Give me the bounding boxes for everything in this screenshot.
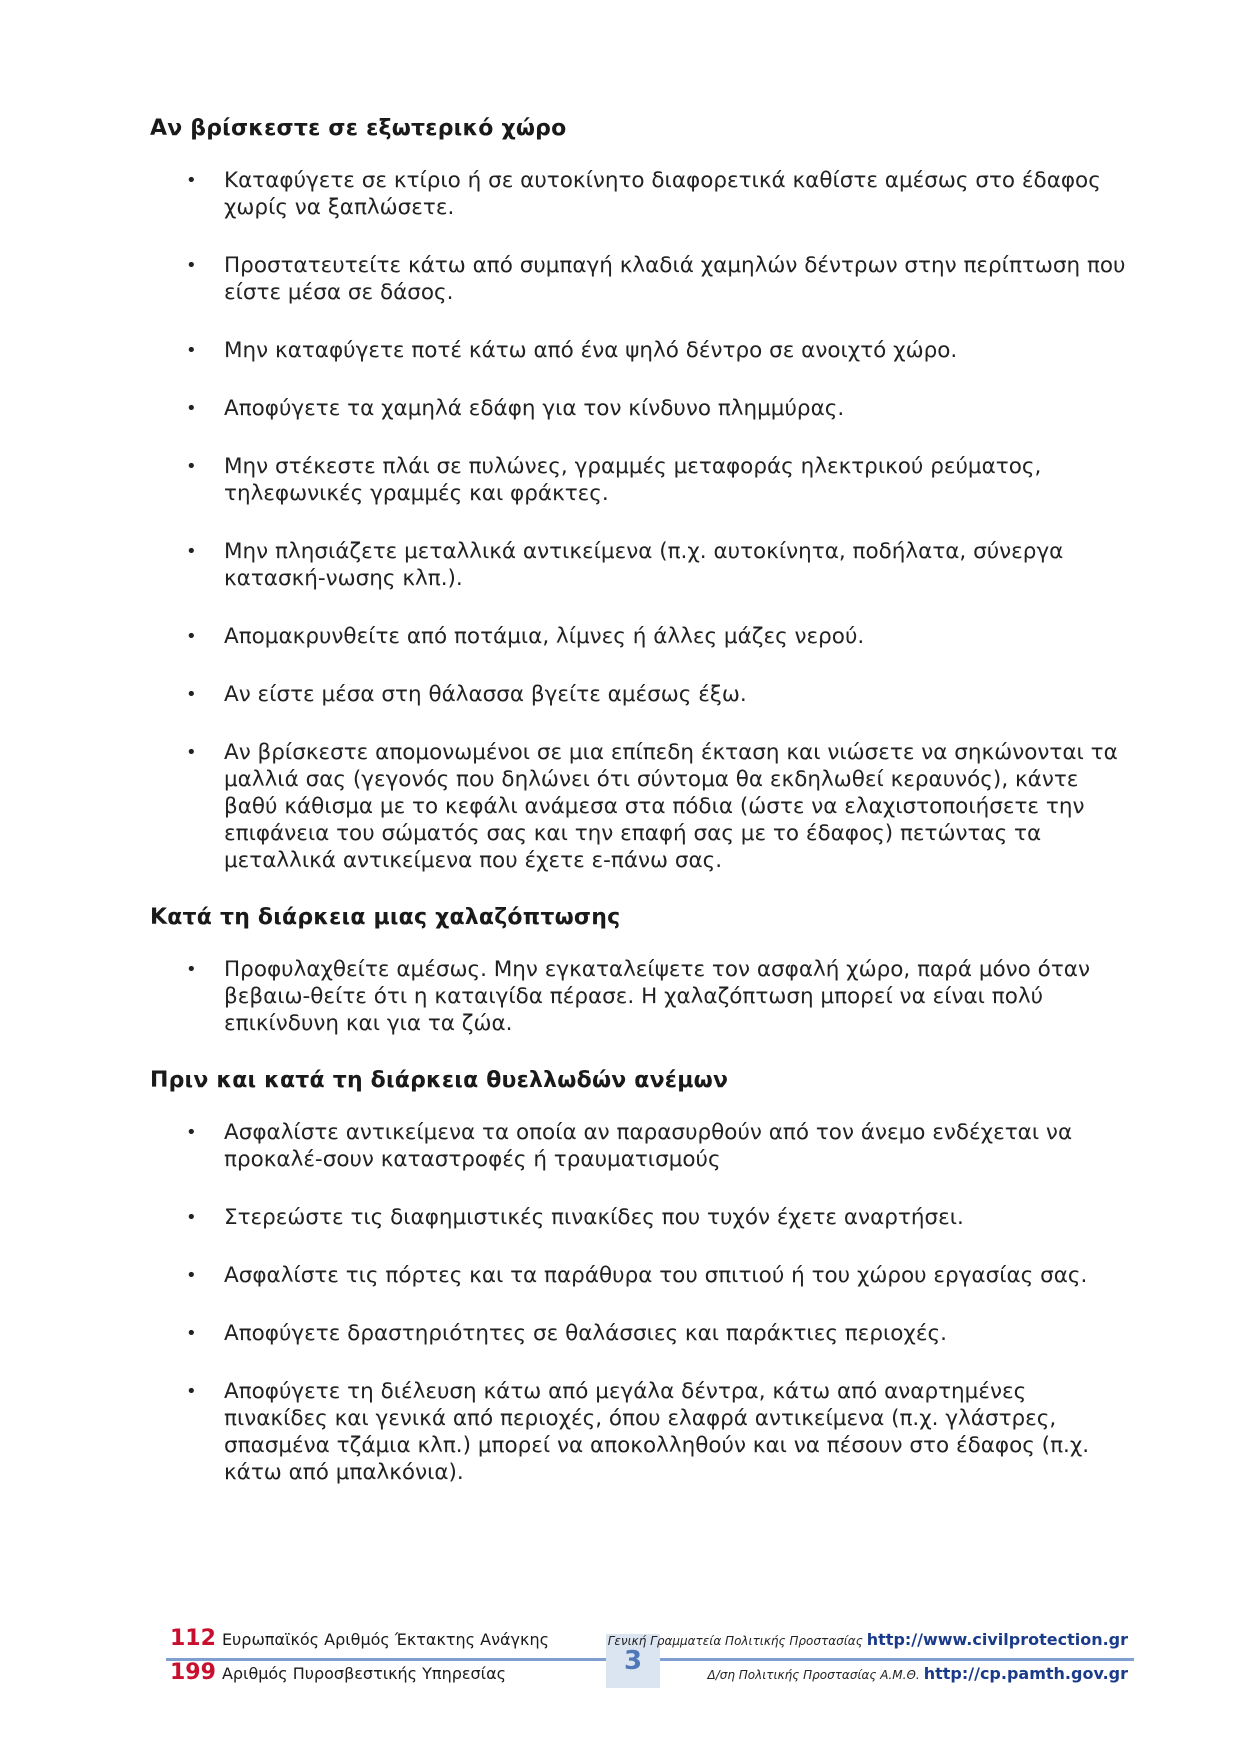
document-body (150, 116, 1130, 1517)
list-item: • Αποφύγετε τη διέλευση κάτω από μεγάλα δέντρα, κάτω από αναρτημένες πινακίδες και γενικά από περιοχές, όπου ελαφρά αντικείμενα (π.χ. γλάστρες, σπασμένα τζάμια κλπ.) μπορεί να αποκολληθούν και να πέσουν στο έδαφος (π.χ. κάτω από μπαλκόνια). (186, 1379, 1090, 1485)
list-item: • Ασφαλίστε τις πόρτες και τα παράθυρα του σπιτιού ή του χώρου εργασίας σας. (186, 1263, 1088, 1288)
bullet-icon: • (186, 1207, 197, 1228)
bullet-icon: • (186, 340, 197, 361)
list-item: • Ασφαλίστε αντικείμενα τα οποία αν παρασυρθούν από τον άνεμο ενδέχεται να προκαλέ-σουν καταστροφές ή τραυματισμούς (186, 1120, 1073, 1172)
bullet-icon: • (186, 1122, 197, 1143)
section-title-hail: Κατά τη διάρκεια μιας χαλαζόπτωσης (150, 905, 621, 930)
org2-link[interactable]: http://cp.pamth.gov.gr (923, 1664, 1128, 1683)
org1-link[interactable]: http://www.civilprotection.gr (866, 1630, 1128, 1649)
bullet-icon: • (186, 959, 197, 980)
fire-number: 199 (170, 1660, 216, 1685)
outdoors-list (150, 167, 1130, 874)
bullet-icon: • (186, 626, 197, 647)
org1-label: Γενική Γραμματεία Πολιτικής Προστασίας (607, 1634, 863, 1648)
list-item: • Προστατευτείτε κάτω από συμπαγή κλαδιά χαμηλών δέντρων στην περίπτωση που είστε μέσα σε δάσος. (186, 253, 1126, 305)
emergency-number: 112 (170, 1626, 216, 1651)
bullet-icon: • (186, 1265, 197, 1286)
list-item: • Αν βρίσκεστε απομονωμένοι σε μια επίπεδη έκταση και νιώσετε να σηκώνονται τα μαλλιά σας (γεγονός που δηλώνει ότι σύντομα θα εκδηλωθεί κεραυνός), κάντε βαθύ κάθισμα με το κεφάλι ανάμεσα στα πόδια (ώστε να ελαχιστοποιήσετε την επιφάνεια του σώματός σας και την επαφή σας με το έδαφος) πετώντας τα μεταλλικά αντικείμενα που έχετε ε-πάνω σας. (186, 740, 1118, 873)
list-item: • Αποφύγετε δραστηριότητες σε θαλάσσιες και παράκτιες περιοχές. (186, 1321, 947, 1346)
bullet-icon: • (186, 742, 197, 763)
emergency-label: Ευρωπαϊκός Αριθμός Έκτακτης Ανάγκης (221, 1630, 549, 1649)
list-item: • Απομακρυνθείτε από ποτάμια, λίμνες ή άλλες μάζες νερού. (186, 624, 865, 649)
list-item: • Μην πλησιάζετε μεταλλικά αντικείμενα (π.χ. αυτοκίνητα, ποδήλατα, σύνεργα κατασκή-νωσης κλπ.). (186, 539, 1064, 591)
org2-line (707, 1664, 1128, 1683)
fire-number-line (170, 1660, 506, 1685)
bullet-icon: • (186, 398, 197, 419)
list-item: • Προφυλαχθείτε αμέσως. Μην εγκαταλείψετε τον ασφαλή χώρο, παρά μόνο όταν βεβαιω-θείτε ότι η καταιγίδα πέρασε. Η χαλαζόπτωση μπορεί να είναι πολύ επικίνδυνη και για τα ζώα. (186, 957, 1090, 1036)
winds-list (150, 1119, 1130, 1486)
org1-line (608, 1630, 1128, 1649)
bullet-icon: • (186, 255, 197, 276)
bullet-icon: • (186, 541, 197, 562)
list-item: • Στερεώστε τις διαφημιστικές πινακίδες που τυχόν έχετε αναρτήσει. (186, 1205, 964, 1230)
fire-label: Αριθμός Πυροσβεστικής Υπηρεσίας (221, 1664, 506, 1683)
bullet-icon: • (186, 1381, 197, 1402)
list-item: • Μην καταφύγετε ποτέ κάτω από ένα ψηλό δέντρο σε ανοιχτό χώρο. (186, 338, 958, 363)
bullet-icon: • (186, 1323, 197, 1344)
emergency-number-line (170, 1626, 549, 1651)
bullet-icon: • (186, 684, 197, 705)
list-item: • Αποφύγετε τα χαμηλά εδάφη για τον κίνδυνο πλημμύρας. (186, 396, 845, 421)
page-number: 3 (606, 1634, 660, 1688)
list-item: • Μην στέκεστε πλάι σε πυλώνες, γραμμές μεταφοράς ηλεκτρικού ρεύματος, τηλεφωνικές γραμμές και φράκτες. (186, 454, 1042, 506)
bullet-icon: • (186, 456, 197, 477)
bullet-icon: • (186, 170, 197, 191)
hail-list (150, 956, 1130, 1037)
org2-label: Δ/ση Πολιτικής Προστασίας Α.Μ.Θ. (707, 1668, 920, 1682)
section-title-outdoors: Αν βρίσκεστε σε εξωτερικό χώρο (150, 116, 567, 141)
section-title-winds: Πριν και κατά τη διάρκεια θυελλωδών ανέμων (150, 1068, 729, 1093)
list-item: • Καταφύγετε σε κτίριο ή σε αυτοκίνητο διαφορετικά καθίστε αμέσως στο έδαφος χωρίς να ξαπλώσετε. (186, 168, 1101, 220)
list-item: • Αν είστε μέσα στη θάλασσα βγείτε αμέσως έξω. (186, 682, 747, 707)
